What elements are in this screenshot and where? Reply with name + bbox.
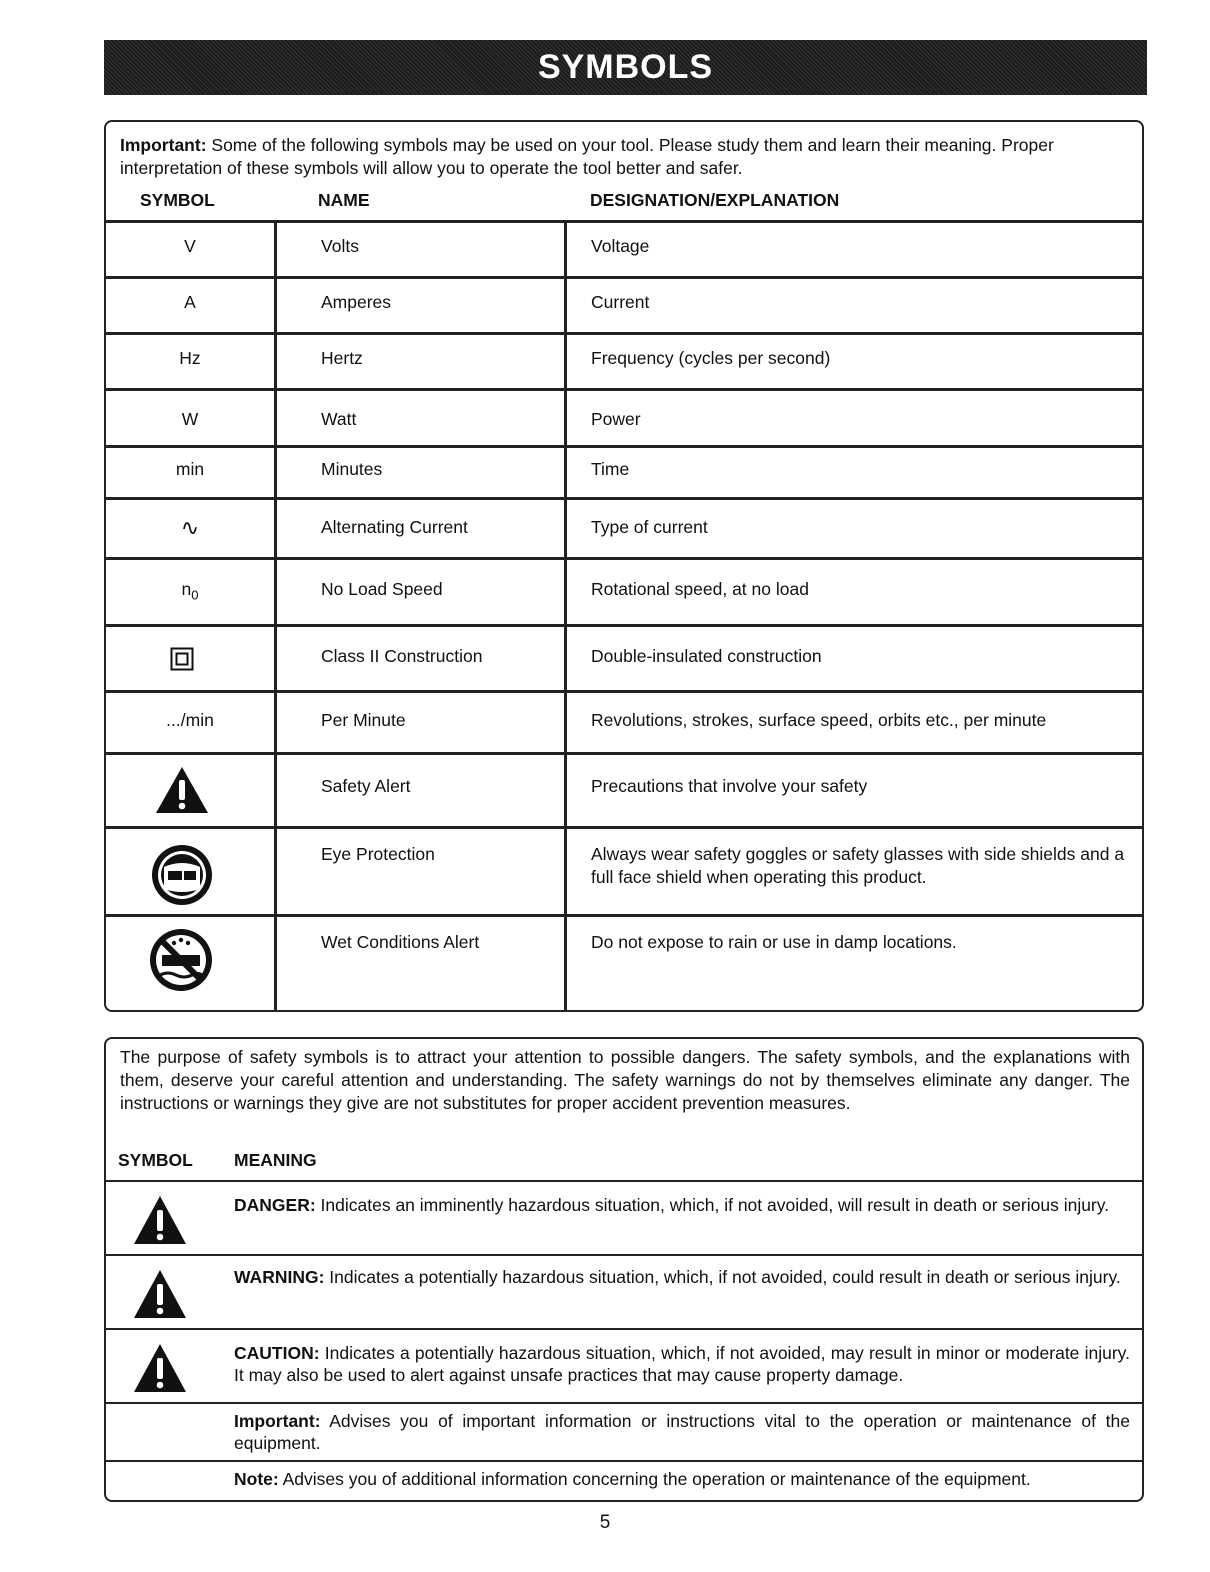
table-row bbox=[106, 690, 1142, 752]
safety-intro-paragraph: The purpose of safety symbols is to attract your attention to possible dangers. The safety symbols, and the explanations with them, deserve your careful attention and understanding. The safety warnings do not by themselves eliminate any danger. The instructions or warnings they give are not substitutes for proper accident prevention measures. bbox=[120, 1047, 1130, 1113]
danger-triangle-icon bbox=[132, 1194, 188, 1246]
table-row bbox=[106, 276, 1142, 332]
warning-triangle-icon bbox=[132, 1268, 188, 1320]
name-cell: Eye Protection bbox=[321, 844, 435, 864]
page-number: 5 bbox=[599, 1512, 611, 1533]
symbol-cell: A bbox=[184, 292, 196, 312]
name-cell: Alternating Current bbox=[321, 517, 468, 537]
name-cell: Per Minute bbox=[321, 710, 406, 730]
table-row bbox=[106, 752, 1142, 826]
meaning-row-danger bbox=[106, 1180, 1142, 1254]
column-header-meaning: MEANING bbox=[234, 1150, 317, 1170]
table-row bbox=[106, 445, 1142, 497]
table-row bbox=[106, 497, 1142, 557]
designation-cell: Time bbox=[591, 459, 630, 479]
note-text: Advises you of additional information concerning the operation or maintenance of the equipment. bbox=[278, 1469, 1031, 1489]
designation-cell: Current bbox=[591, 292, 650, 312]
intro-label: Important: bbox=[120, 135, 207, 155]
name-cell: Minutes bbox=[321, 459, 383, 479]
table-row bbox=[106, 388, 1142, 445]
page-title: SYMBOLS bbox=[537, 48, 714, 86]
name-cell: Class II Construction bbox=[321, 646, 483, 666]
name-cell: Watt bbox=[321, 409, 357, 429]
designation-cell: Do not expose to rain or use in damp locations. bbox=[591, 932, 957, 952]
symbol-cell: min bbox=[175, 459, 205, 479]
table-row bbox=[106, 557, 1142, 624]
ac-symbol-cell: ∿ bbox=[180, 515, 200, 540]
eye-protection-icon bbox=[150, 843, 214, 907]
class-ii-square-icon bbox=[170, 647, 194, 671]
safety-symbols-box bbox=[104, 1037, 1144, 1502]
table-row bbox=[106, 332, 1142, 388]
warning-label: WARNING: bbox=[234, 1267, 325, 1287]
table-row bbox=[106, 914, 1142, 1010]
name-cell: Safety Alert bbox=[321, 776, 411, 796]
symbol-cell: Hz bbox=[179, 348, 201, 368]
name-cell: No Load Speed bbox=[321, 579, 443, 599]
table-row bbox=[106, 826, 1142, 914]
warning-text: Indicates a potentially hazardous situation, which, if not avoided, could result in death or serious injury. bbox=[324, 1267, 1121, 1287]
caution-text: Indicates a potentially hazardous situation, which, if not avoided, may result in minor or moderate injury. It may also be used to alert against unsafe practices that may cause property damage. bbox=[234, 1343, 1130, 1385]
meaning-row-important bbox=[106, 1402, 1142, 1460]
danger-text: Indicates an imminently hazardous situation, which, if not avoided, will result in death or serious injury. bbox=[315, 1195, 1110, 1215]
symbols-table-box bbox=[104, 120, 1144, 1012]
designation-cell: Power bbox=[591, 409, 641, 429]
designation-cell: Revolutions, strokes, surface speed, orbits etc., per minute bbox=[591, 710, 1047, 730]
table-row bbox=[106, 624, 1142, 690]
meaning-row-note bbox=[106, 1460, 1142, 1500]
column-header-symbol: SYMBOL bbox=[140, 190, 215, 210]
column-header-designation: DESIGNATION/EXPLANATION bbox=[590, 190, 840, 210]
note-label: Note: bbox=[234, 1469, 279, 1489]
column-header-name: NAME bbox=[318, 190, 370, 210]
no-load-symbol-cell: $n_0$ bbox=[181, 579, 199, 603]
caution-triangle-icon bbox=[132, 1342, 188, 1394]
name-cell: Volts bbox=[321, 236, 359, 256]
designation-cell: Always wear safety goggles or safety glasses with side shields and a full face shield when operating this product. bbox=[591, 844, 1125, 887]
name-cell: Amperes bbox=[321, 292, 392, 312]
designation-cell: Type of current bbox=[591, 517, 708, 537]
important-text: Advises you of important information or instructions vital to the operation or maintenance of the equipment. bbox=[234, 1411, 1130, 1453]
designation-cell: Double-insulated construction bbox=[591, 646, 822, 666]
designation-cell: Voltage bbox=[591, 236, 650, 256]
caution-label: CAUTION: bbox=[234, 1343, 320, 1363]
column-header-symbol: SYMBOL bbox=[118, 1150, 193, 1170]
symbol-cell: W bbox=[181, 409, 199, 429]
safety-alert-triangle-icon bbox=[154, 765, 210, 815]
symbol-cell: .../min bbox=[166, 710, 214, 730]
important-label: Important: bbox=[234, 1411, 321, 1431]
designation-cell: Rotational speed, at no load bbox=[591, 579, 809, 599]
designation-cell: Frequency (cycles per second) bbox=[591, 348, 831, 368]
name-cell: Wet Conditions Alert bbox=[321, 932, 480, 952]
symbols-banner bbox=[104, 40, 1147, 95]
symbol-cell: V bbox=[184, 236, 196, 256]
name-cell: Hertz bbox=[321, 348, 363, 368]
meaning-row-caution bbox=[106, 1328, 1142, 1402]
designation-cell: Precautions that involve your safety bbox=[591, 776, 868, 796]
meaning-row-warning bbox=[106, 1254, 1142, 1328]
table-row bbox=[106, 220, 1142, 276]
intro-paragraph bbox=[120, 134, 1130, 180]
danger-label: DANGER: bbox=[234, 1195, 316, 1215]
intro-text: Some of the following symbols may be used on your tool. Please study them and learn their meaning. Proper interpretation of these symbols will allow you to operate the tool better and safer. bbox=[120, 135, 1054, 178]
wet-conditions-icon bbox=[148, 927, 214, 993]
